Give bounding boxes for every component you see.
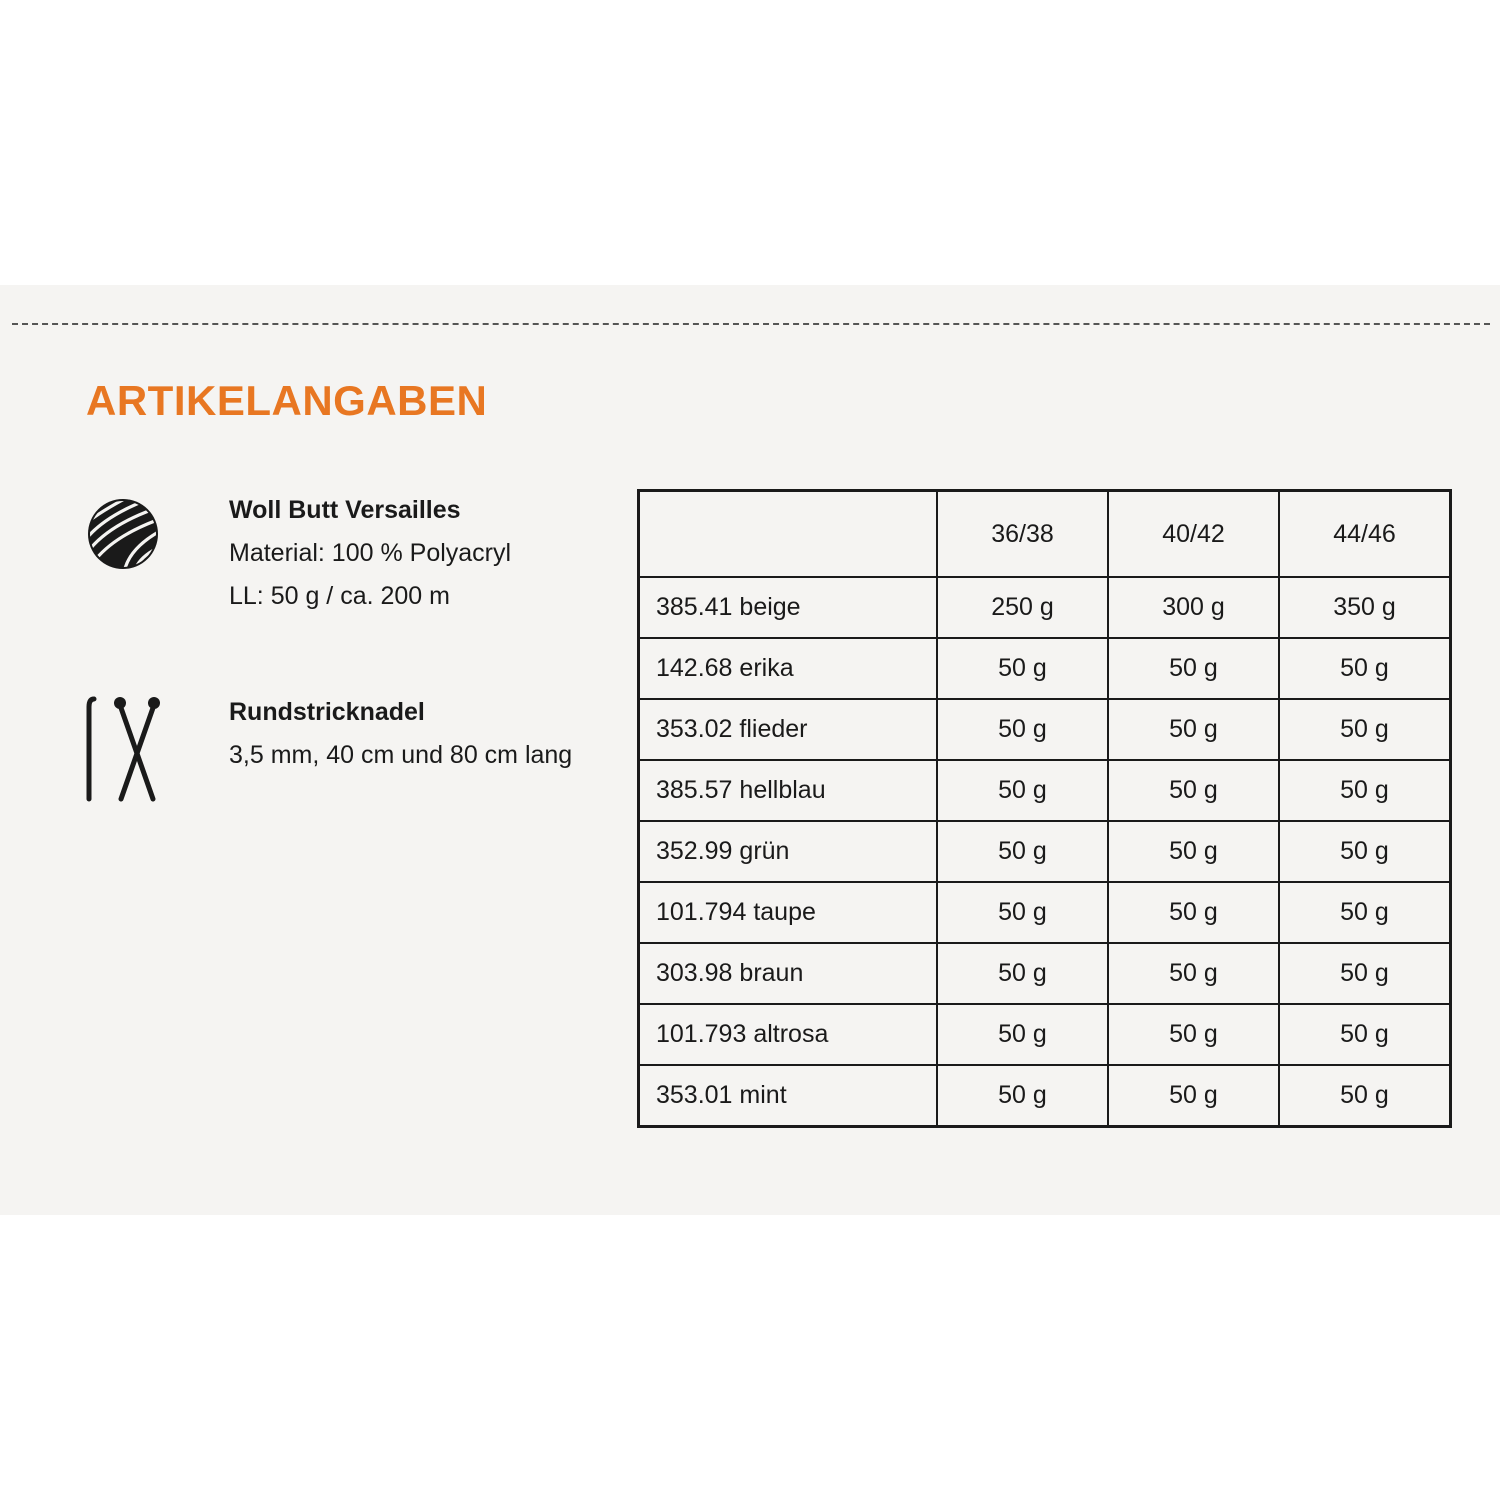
table-row	[639, 577, 1451, 638]
amount-cell: 50 g	[1279, 760, 1451, 821]
yarn-amount-table	[637, 489, 1452, 1128]
needle-name: Rundstricknadel	[229, 698, 425, 726]
table-row	[639, 638, 1451, 699]
amount-cell: 50 g	[1108, 699, 1279, 760]
amount-cell: 50 g	[1108, 882, 1279, 943]
color-name: 385.57 hellblau	[639, 760, 938, 821]
table-row	[639, 943, 1451, 1004]
article-info-panel	[0, 285, 1500, 1215]
color-name: 101.794 taupe	[639, 882, 938, 943]
amount-cell: 50 g	[937, 943, 1108, 1004]
header-size-36-38: 36/38	[937, 491, 1108, 578]
color-name: 142.68 erika	[639, 638, 938, 699]
needle-spec: 3,5 mm, 40 cm und 80 cm lang	[229, 741, 573, 769]
amount-cell: 50 g	[937, 1065, 1108, 1127]
amount-cell: 50 g	[937, 638, 1108, 699]
amount-cell: 350 g	[1279, 577, 1451, 638]
color-name: 353.02 flieder	[639, 699, 938, 760]
amount-cell: 50 g	[1279, 1004, 1451, 1065]
dashed-divider	[12, 323, 1490, 325]
amount-cell: 50 g	[1108, 821, 1279, 882]
amount-cell: 50 g	[937, 760, 1108, 821]
amount-cell: 50 g	[1108, 760, 1279, 821]
header-size-44-46: 44/46	[1279, 491, 1451, 578]
color-name: 101.793 altrosa	[639, 1004, 938, 1065]
yarn-ball-icon	[84, 495, 162, 573]
amount-cell: 50 g	[937, 1004, 1108, 1065]
yarn-length: LL: 50 g / ca. 200 m	[229, 582, 450, 610]
color-name: 385.41 beige	[639, 577, 938, 638]
color-name: 353.01 mint	[639, 1065, 938, 1127]
amount-cell: 50 g	[1279, 699, 1451, 760]
amount-cell: 300 g	[1108, 577, 1279, 638]
table-header-row	[639, 491, 1451, 578]
table-row	[639, 760, 1451, 821]
amount-cell: 50 g	[1108, 943, 1279, 1004]
amount-cell: 50 g	[1279, 1065, 1451, 1127]
table-row	[639, 821, 1451, 882]
header-size-40-42: 40/42	[1108, 491, 1279, 578]
amount-cell: 50 g	[937, 821, 1108, 882]
amount-cell: 50 g	[937, 882, 1108, 943]
amount-cell: 250 g	[937, 577, 1108, 638]
amount-cell: 50 g	[1108, 638, 1279, 699]
amount-cell: 50 g	[1108, 1004, 1279, 1065]
amount-cell: 50 g	[1279, 638, 1451, 699]
table-row	[639, 1004, 1451, 1065]
amount-cell: 50 g	[1279, 882, 1451, 943]
amount-cell: 50 g	[1279, 821, 1451, 882]
table-row	[639, 699, 1451, 760]
table-row	[639, 1065, 1451, 1127]
section-title: ARTIKELANGABEN	[86, 377, 488, 424]
knitting-needles-icon	[80, 695, 164, 805]
yarn-info	[229, 489, 511, 618]
color-name: 352.99 grün	[639, 821, 938, 882]
yarn-name: Woll Butt Versailles	[229, 496, 461, 524]
needle-info	[229, 691, 572, 777]
amount-cell: 50 g	[1108, 1065, 1279, 1127]
amount-cell: 50 g	[1279, 943, 1451, 1004]
color-name: 303.98 braun	[639, 943, 938, 1004]
header-blank	[639, 491, 938, 578]
yarn-material: Material: 100 % Polyacryl	[229, 539, 512, 567]
amount-cell: 50 g	[937, 699, 1108, 760]
table-row	[639, 882, 1451, 943]
